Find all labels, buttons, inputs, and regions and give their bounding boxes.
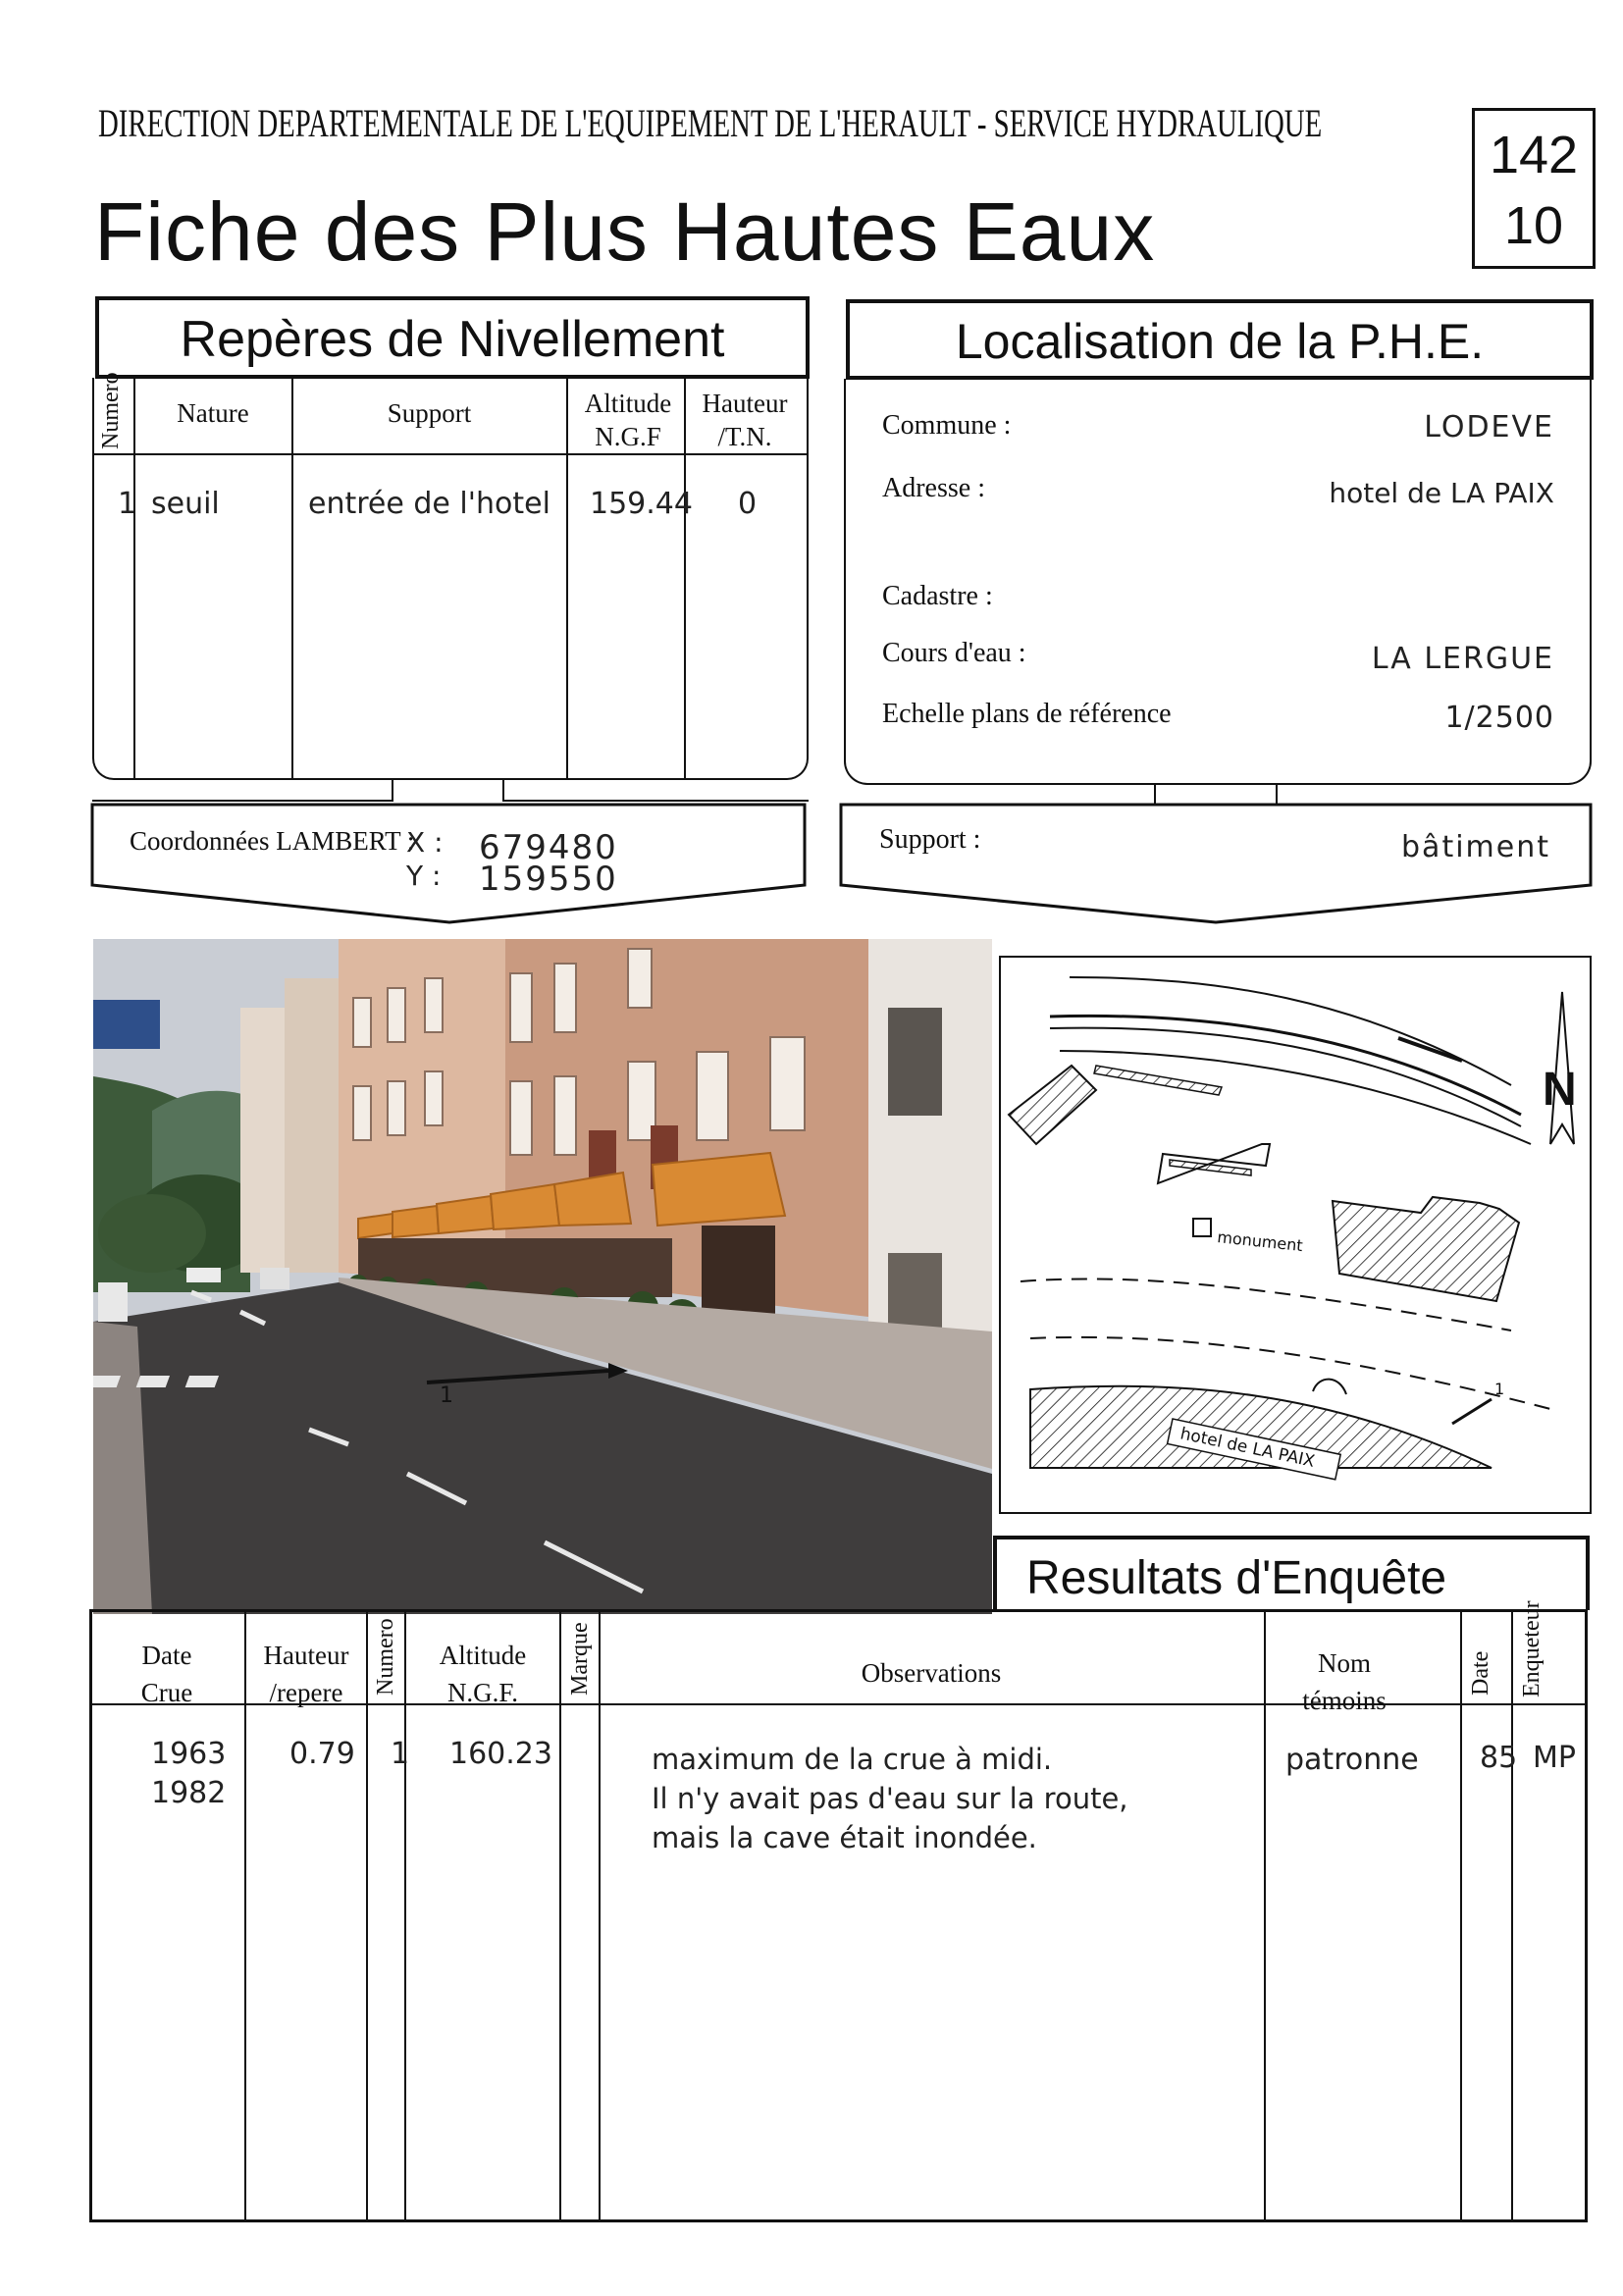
cadastre-label: Cadastre : xyxy=(882,581,993,611)
site-plan-drawing xyxy=(1001,958,1590,1512)
res-hauteur: 0.79 xyxy=(289,1737,355,1771)
res-col-hauteur: Hauteur /repere xyxy=(263,1641,349,1707)
page-title: Fiche des Plus Hautes Eaux xyxy=(94,185,1156,278)
localisation-title: Localisation de la P.H.E. xyxy=(955,314,1485,369)
cours-label: Cours d'eau : xyxy=(882,638,1026,668)
res-col-enqueteur: Enqueteur xyxy=(1519,1600,1544,1697)
plan-monument: monument xyxy=(1216,1227,1304,1256)
reperes-title-box xyxy=(95,296,810,379)
reperes-col-nature: Nature xyxy=(177,398,249,428)
reperes-title: Repères de Nivellement xyxy=(180,311,725,368)
photo-marker: 1 xyxy=(440,1383,453,1408)
adresse-label: Adresse : xyxy=(882,473,985,503)
res-col-date: Date xyxy=(1468,1650,1493,1696)
res-col-altitude: Altitude N.G.F. xyxy=(439,1641,527,1707)
reperes-row-altitude: 159.44 xyxy=(590,487,693,521)
localisation-title-box xyxy=(846,299,1594,380)
res-altitude: 160.23 xyxy=(449,1737,552,1771)
coord-x-label: X : xyxy=(406,826,444,859)
res-observation-line-1: maximum de la crue à midi. xyxy=(652,1743,1053,1776)
cours-value: LA LERGUE xyxy=(1371,642,1554,676)
support-label: Support : xyxy=(879,824,981,855)
res-observation-line-2: Il n'y avait pas d'eau sur la route, xyxy=(652,1782,1128,1815)
street-photo xyxy=(93,939,992,1614)
reperes-col-numero: Numero xyxy=(98,372,124,449)
reference-top: 142 xyxy=(1489,126,1579,184)
coord-x-value: 679480 xyxy=(479,828,618,867)
agency-header: DIRECTION DEPARTEMENTALE DE L'EQUIPEMENT DE L'HERAULT - SERVICE HYDRAULIQUE xyxy=(98,101,1323,145)
adresse-value: hotel de LA PAIX xyxy=(1329,477,1554,509)
res-temoin: patronne xyxy=(1285,1743,1419,1777)
reperes-row-hauteur: 0 xyxy=(738,487,758,521)
resultats-title: Resultats d'Enquête xyxy=(1026,1552,1447,1604)
reperes-row-support: entrée de l'hotel xyxy=(308,487,550,521)
res-col-temoins: Nom témoins xyxy=(1302,1648,1387,1715)
res-enqueteur: MP xyxy=(1533,1741,1576,1775)
res-col-date-crue: Date Crue xyxy=(140,1641,193,1707)
resultats-title-box xyxy=(993,1536,1590,1610)
res-col-numero: Numero xyxy=(373,1618,398,1696)
reference-bottom: 10 xyxy=(1503,196,1564,255)
res-numero: 1 xyxy=(391,1737,410,1771)
res-date: 85 xyxy=(1480,1741,1518,1775)
reperes-row-nature: seuil xyxy=(151,487,220,521)
support-value: bâtiment xyxy=(1401,830,1550,864)
echelle-label: Echelle plans de référence xyxy=(882,699,1172,729)
res-col-marque: Marque xyxy=(567,1622,593,1696)
res-date-1963: 1963 xyxy=(151,1737,227,1771)
support-arrow-box xyxy=(839,801,1595,928)
coordonnees-label: Coordonnées LAMBERT : xyxy=(130,826,415,856)
reference-box xyxy=(1472,108,1596,269)
res-observation-line-3: mais la cave était inondée. xyxy=(652,1821,1037,1854)
plan-hotel: hotel de LA PAIX xyxy=(1178,1424,1317,1472)
reperes-col-hauteur: Hauteur /T.N. xyxy=(702,389,788,451)
res-col-observations: Observations xyxy=(861,1658,1002,1688)
coord-y-value: 159550 xyxy=(479,860,618,899)
plan-marker: 1 xyxy=(1494,1380,1505,1398)
res-date-1982: 1982 xyxy=(151,1776,227,1810)
coord-y-label: Y : xyxy=(406,860,442,892)
commune-value: LODEVE xyxy=(1424,410,1554,444)
echelle-value: 1/2500 xyxy=(1444,701,1554,735)
reperes-col-altitude: Altitude N.G.F xyxy=(584,389,672,451)
plan-north: N xyxy=(1543,1064,1577,1116)
commune-label: Commune : xyxy=(882,410,1012,441)
coordonnees-arrow-box xyxy=(90,801,816,928)
reperes-col-support: Support xyxy=(387,398,472,428)
reperes-row-numero: 1 xyxy=(118,487,137,521)
